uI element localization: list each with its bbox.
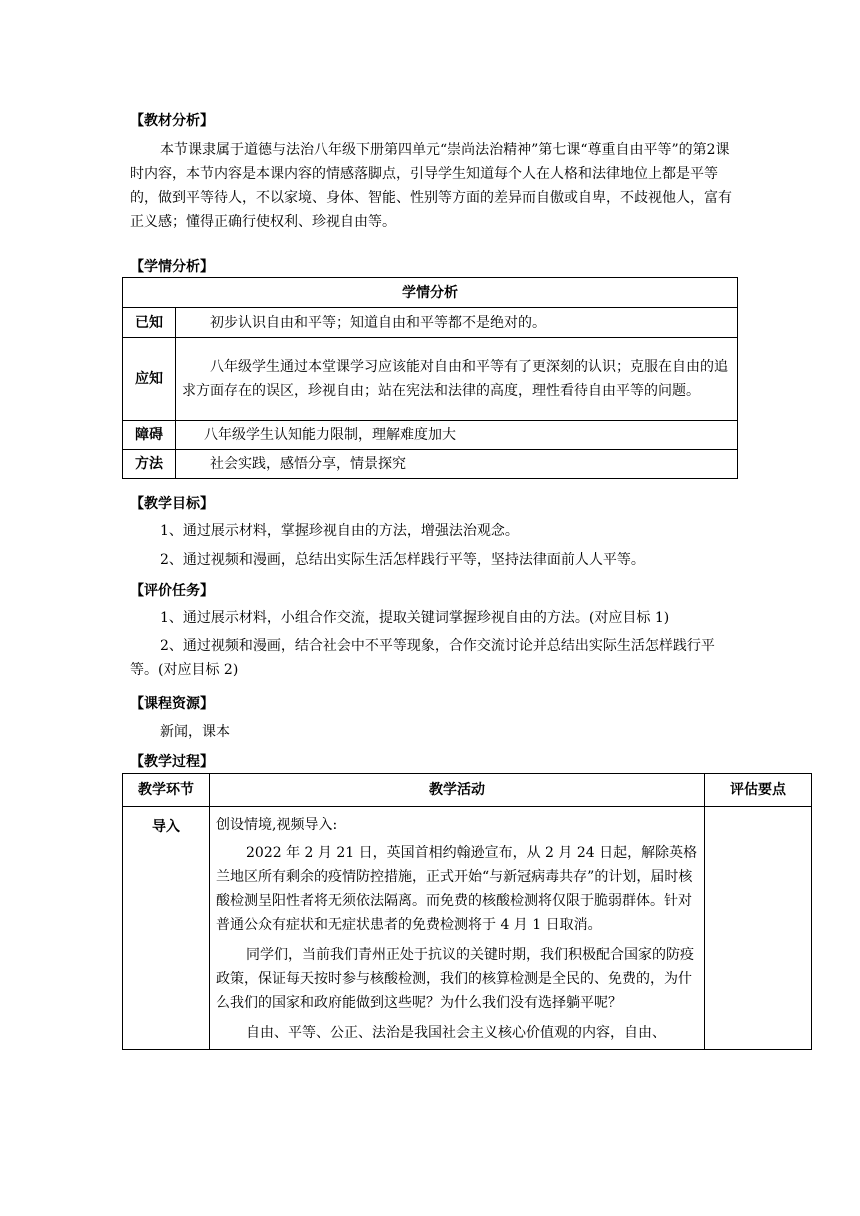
- section-heading-resources: 【课程资源】: [130, 696, 214, 712]
- table-row: [123, 338, 738, 421]
- task-item: 1、通过展示材料，小组合作交流，提取关键词掌握珍视自由的方法。(对应目标 1): [160, 610, 670, 626]
- activity-paragraph: 自由、平等、公正、法治是我国社会主义核心价值观的内容，自由、: [246, 1025, 666, 1041]
- task-item: 2、通过视频和漫画，结合社会中不平等现象，合作交流讨论并总结出实际生活怎样践行平等。(对应目标 2): [130, 638, 715, 678]
- row-text: 社会实践，感悟分享，情景探究: [176, 450, 738, 479]
- goal-item: 1、通过展示材料，掌握珍视自由的方法，增强法治观念。: [160, 523, 519, 539]
- resources-text: 新闻，课本: [160, 724, 230, 740]
- learner-table-title: 学情分析: [123, 278, 738, 308]
- column-header-activity: 教学活动: [210, 774, 705, 807]
- material-paragraph: 本节课隶属于道德与法治八年级下册第四单元“崇尚法治精神”第七课“尊重自由平等”的第2课时内容，本节内容是本课内容的情感落脚点，引导学生知道每个人在人格和法律地位上都是平等的，做到平等待人，不以家境、身体、智能、性别等方面的差异而自傲或自卑，不歧视他人，富有正义感；懂得正确行使权利、珍视自由等。: [130, 142, 732, 230]
- stage-cell: 导入: [123, 807, 210, 1050]
- activity-cell: [210, 807, 705, 1050]
- table-row: [123, 278, 738, 308]
- table-row: [123, 308, 738, 338]
- column-header-eval: 评估要点: [705, 774, 812, 807]
- section-heading-tasks: 【评价任务】: [130, 583, 214, 599]
- activity-paragraph: 2022 年 2 月 21 日，英国首相约翰逊宣布，从 2 月 24 日起，解除英格兰地区所有剩余的疫情防控措施，正式开始“与新冠病毒共存”的计划，届时核酸检测呈阳性者将无须依法隔离。而免费的核酸检测将仅限于脆弱群体。针对普通公众有症状和无症状患者的免费检测将于 4 月 1 日取消。: [216, 845, 698, 933]
- row-label: 方法: [123, 450, 176, 479]
- learner-table: [122, 277, 738, 479]
- table-row: [123, 450, 738, 479]
- activity-paragraph: 同学们，当前我们青州正处于抗议的关键时期，我们积极配合国家的防疫政策，保证每天按时参与核酸检测，我们的核算检测是全民的、免费的，为什么我们的国家和政府能做到这些呢？为什么我们没有选择躺平呢？: [216, 947, 694, 1011]
- section-heading-learner: 【学情分析】: [130, 259, 214, 275]
- row-text: 初步认识自由和平等；知道自由和平等都不是绝对的。: [176, 308, 738, 338]
- eval-cell: [705, 807, 812, 1050]
- table-row: [123, 421, 738, 450]
- row-label: 应知: [123, 338, 176, 421]
- section-heading-process: 【教学过程】: [130, 754, 214, 770]
- section-heading-material: 【教材分析】: [130, 113, 214, 129]
- row-label: 已知: [123, 308, 176, 338]
- row-text: 八年级学生认知能力限制，理解难度加大: [176, 421, 738, 450]
- row-label: 障碍: [123, 421, 176, 450]
- table-row: [123, 807, 812, 1050]
- section-heading-goals: 【教学目标】: [130, 496, 214, 512]
- goal-item: 2、通过视频和漫画，总结出实际生活怎样践行平等，坚持法律面前人人平等。: [160, 552, 645, 568]
- process-table: [122, 773, 812, 1050]
- table-row: [123, 774, 812, 807]
- column-header-stage: 教学环节: [123, 774, 210, 807]
- row-text: 八年级学生通过本堂课学习应该能对自由和平等有了更深刻的认识；克服在自由的追求方面存在的误区，珍视自由；站在宪法和法律的高度，理性看待自由平等的问题。: [176, 338, 738, 421]
- activity-paragraph: 创设情境,视频导入:: [216, 817, 338, 833]
